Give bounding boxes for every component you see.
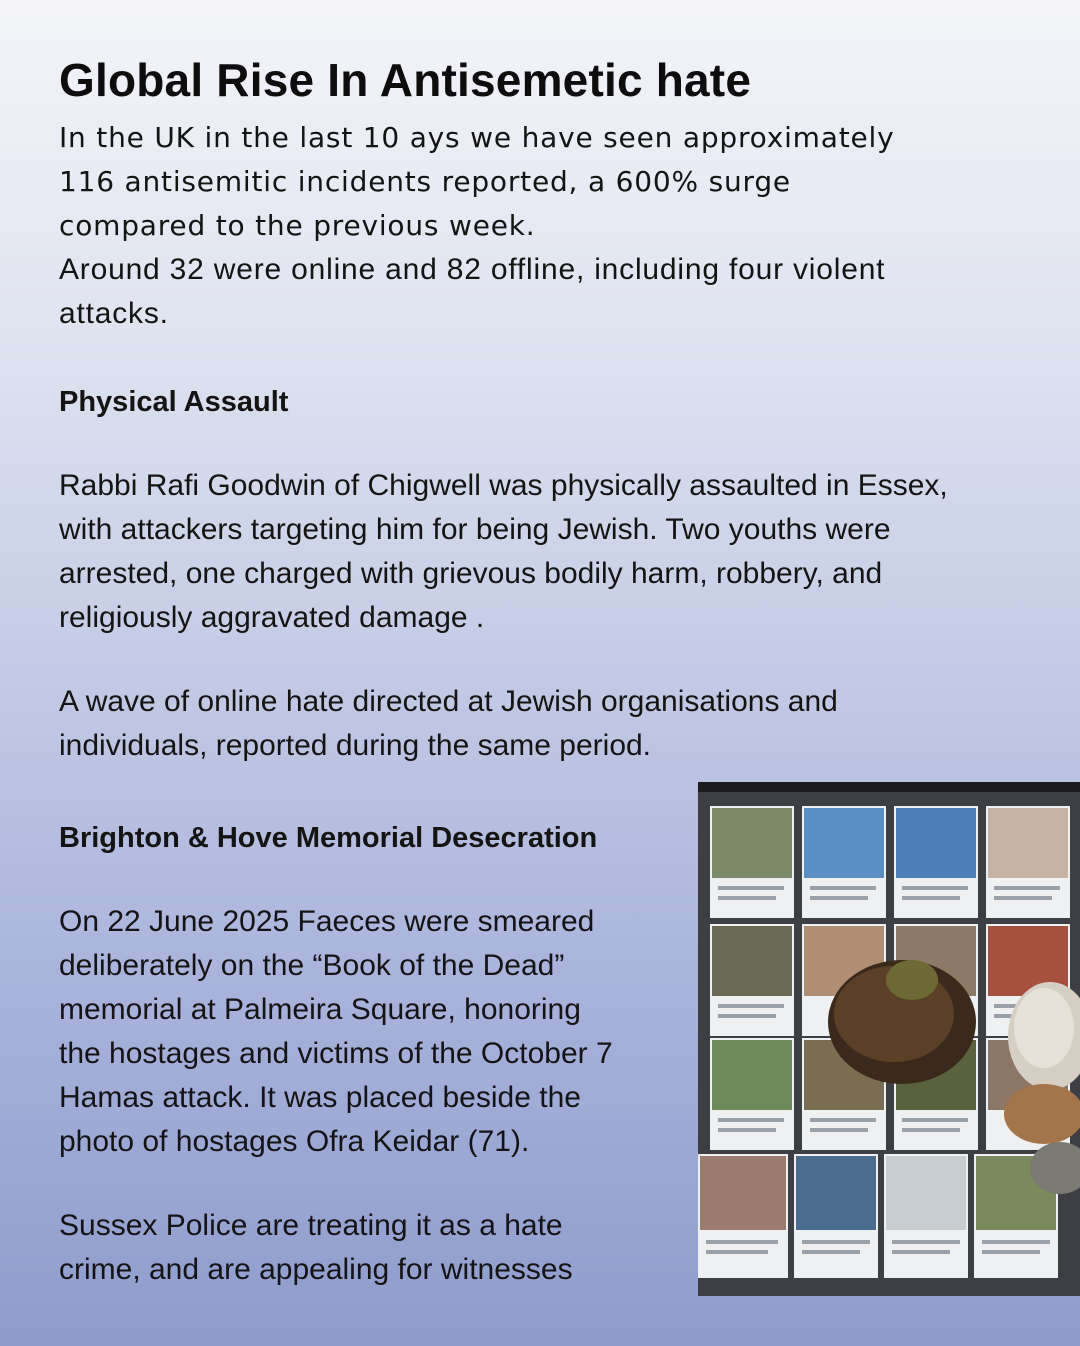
intro-line: In the UK in the last 10 ays we have seen approximately <box>59 121 895 154</box>
physical-assault-paragraph: Rabbi Rafi Goodwin of Chigwell was physically assaulted in Essex, with attackers targeting him for being Jewish. Two youths were arrested, one charged with grievous bodily harm, robbery, and religiously aggravated damage . <box>59 469 948 634</box>
intro-paragraph <box>59 116 1019 336</box>
intro-line: attacks. <box>59 297 169 330</box>
page-title: Global Rise In Antisemetic hate <box>59 54 752 106</box>
sussex-police-paragraph: Sussex Police are treating it as a hate crime, and are appealing for witnesses <box>59 1209 573 1286</box>
intro-line: Around 32 were online and 82 offline, including four violent <box>59 253 886 286</box>
intro-line: 116 antisemitic incidents reported, a 600% surge <box>59 165 791 198</box>
physical-assault-heading: Physical Assault <box>59 386 289 418</box>
brighton-paragraph: On 22 June 2025 Faeces were smeared deliberately on the “Book of the Dead” memorial at Palmeira Square, honoring the hostages and victims of the October 7 Hamas attack. It was placed beside the photo of hostages Ofra Keidar (71). <box>59 905 613 1158</box>
brighton-heading: Brighton & Hove Memorial Desecration <box>59 822 598 854</box>
online-hate-paragraph: A wave of online hate directed at Jewish organisations and individuals, reported during the same period. <box>59 685 838 762</box>
intro-line: compared to the previous week. <box>59 209 536 242</box>
memorial-photo-illustration <box>698 782 1080 1296</box>
memorial-photo <box>698 782 1080 1296</box>
